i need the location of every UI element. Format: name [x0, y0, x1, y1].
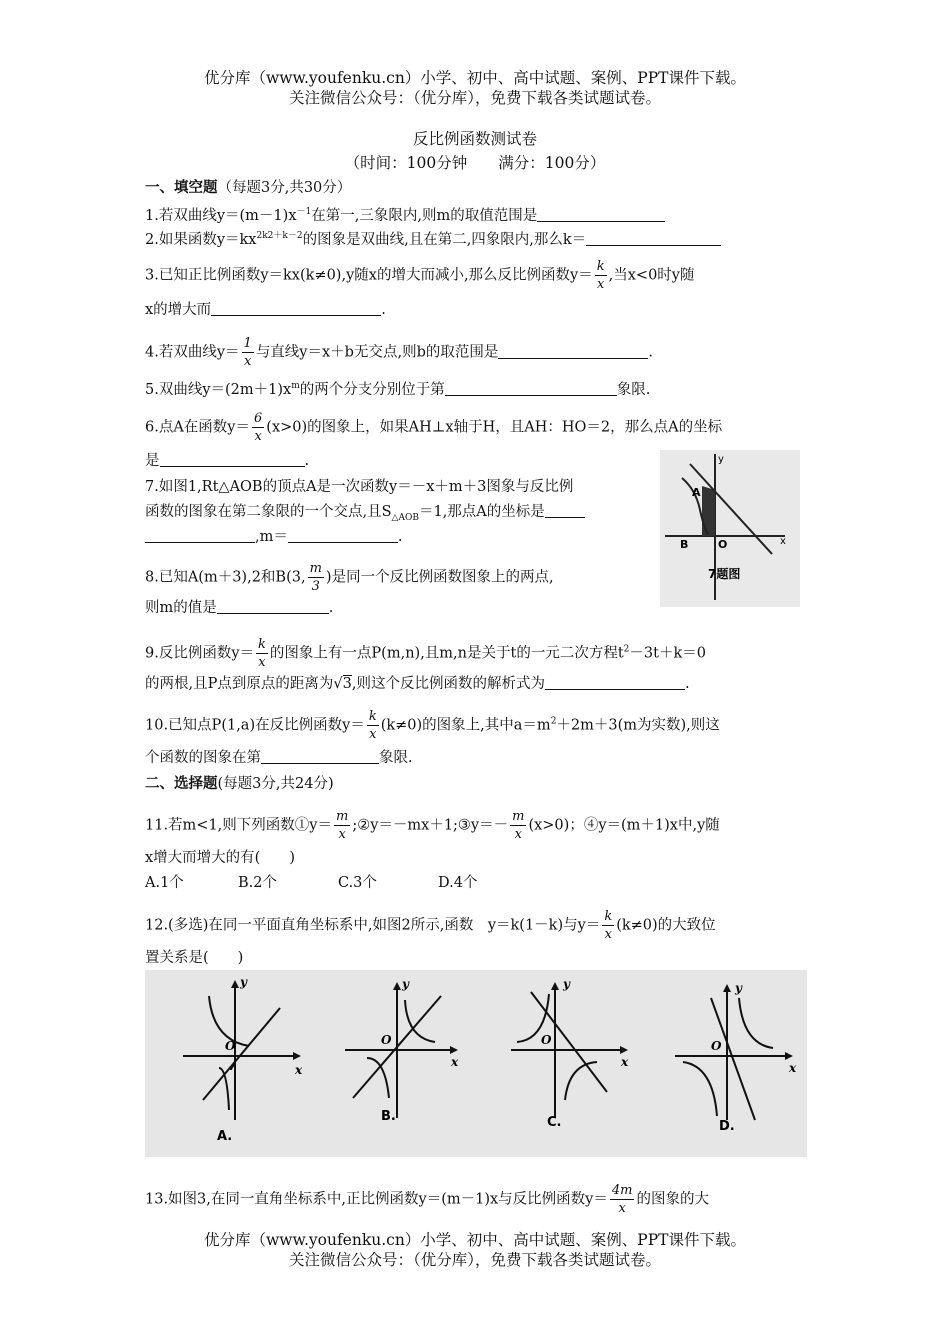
q1-text: 1.若双曲线y＝(m－1)x [145, 207, 297, 224]
svg-text:y: y [240, 975, 247, 989]
q10-text-d: 个函数的图象在第 [145, 750, 261, 766]
q10-den: x [369, 727, 377, 742]
question-3-line-1 [145, 258, 810, 293]
q6-den: x [254, 429, 262, 444]
q9-text-b: 的图象上有一点P(m,n),且m,n是关于t的一元二次方程t [269, 645, 624, 662]
q9-sqrt-value: 3 [342, 676, 352, 692]
question-11-line-1 [145, 808, 810, 843]
q8-fraction [308, 560, 324, 595]
exam-subtitle: （时间：100分钟 满分：100分） [344, 154, 606, 172]
q2-text: 2.如果函数y＝kx [145, 231, 257, 248]
q11-den2: x [514, 827, 522, 842]
q7-text-d: ,m＝ [255, 529, 288, 545]
svg-text:O: O [381, 1033, 392, 1047]
q8-den: 3 [311, 579, 320, 594]
q11-den1: x [338, 827, 346, 842]
q12-text-a: 12.(多选)在同一平面直角坐标系中,如图2所示,函数 y＝k(1－k)与y＝ [145, 917, 601, 934]
q9-text-c: －3t＋k＝0 [629, 645, 706, 662]
q7-label-x: x [780, 536, 786, 547]
q6-fraction [252, 410, 264, 445]
q5-sup: m [291, 381, 300, 391]
q9-text-d: 的两根,且P点到原点的距离为 [145, 676, 334, 692]
q6-text-c: 是 [145, 453, 160, 469]
figure-q7 [660, 450, 800, 607]
q7-label-a: A [692, 486, 701, 499]
q10-answer-blank[interactable] [261, 749, 379, 764]
q7-text-c: ＝1,那点A的坐标是 [418, 504, 545, 520]
q1-rest: 在第一,三象限内,则m的取值范围是 [311, 207, 538, 224]
question-12-line-2 [145, 948, 810, 968]
svg-text:x: x [295, 1063, 303, 1077]
q3-num: k [596, 259, 605, 274]
q3-text-b: ,当x<0时y随 [608, 267, 695, 284]
q12-label-a: A. [217, 1129, 233, 1144]
section-2-note: (每题3分,共24分) [217, 776, 334, 792]
svg-text:x: x [789, 1061, 797, 1075]
q7-text-a: 7.如图1,Rt△AOB的顶点A是一次函数y＝－x＋m＋3图象与反比例 [145, 479, 574, 495]
question-11-line-2 [145, 848, 810, 868]
q4-answer-blank[interactable] [498, 344, 648, 359]
q4-text-b: 与直线y＝x＋b无交点,则b的取范围是 [255, 344, 499, 361]
q7-end: . [397, 529, 403, 545]
q10-fraction [367, 708, 379, 743]
q7-caption: 7题图 [708, 567, 741, 581]
q8-text-c: 则m的值是 [145, 600, 217, 616]
q11-text-c: (x>0)；④y＝(m＋1)x中,y随 [528, 817, 720, 834]
q13-text-a: 13.如图3,在同一直角坐标系中,正比例函数y＝(m－1)x与反比例函数y＝ [145, 1191, 608, 1208]
question-5 [145, 376, 810, 400]
q13-den: x [618, 1201, 626, 1216]
q11-fraction-2 [510, 808, 526, 843]
q12-fraction [602, 908, 614, 943]
q7-answer-blank-a[interactable] [545, 503, 585, 518]
q7-label-y: y [718, 454, 724, 465]
question-9-line-1 [145, 636, 810, 671]
q8-end: . [328, 600, 334, 616]
q12-label-b: B. [381, 1109, 396, 1124]
q12-label-d: D. [719, 1119, 735, 1134]
q4-fraction [242, 335, 254, 370]
svg-text:y: y [563, 977, 570, 991]
q4-end: . [648, 344, 653, 361]
question-4 [145, 335, 810, 370]
question-12-line-1 [145, 908, 810, 943]
q13-text-b: 的图象的大 [636, 1191, 709, 1208]
q12-label-c: C. [547, 1115, 562, 1130]
header-line-2: 关注微信公众号：（优分库），免费下载各类试题试卷。 [288, 89, 661, 107]
q8-text-a: 8.已知A(m＋3),2和B(3, [145, 569, 306, 586]
sqrt-icon: √ [333, 676, 343, 692]
section-1-note: （每题3分,共30分） [217, 180, 352, 196]
q12-num: k [604, 909, 613, 924]
q11-option-b[interactable]: B.2个 [238, 875, 277, 891]
question-7-line-1 [145, 477, 650, 497]
q8-answer-blank[interactable] [217, 599, 329, 614]
svg-text:x: x [451, 1055, 459, 1069]
q7-shaded-triangle [702, 486, 715, 536]
q9-text-e: ,则这个反比例函数的解析式为 [351, 676, 545, 692]
q4-den: x [244, 354, 252, 369]
q11-option-d[interactable]: D.4个 [438, 875, 478, 891]
q13-fraction [610, 1182, 635, 1217]
q11-option-a[interactable]: A.1个 [145, 875, 184, 891]
q3-text-a: 3.已知正比例函数y＝kx(k≠0),y随x的增大而减小,那么反比例函数y＝ [145, 267, 593, 284]
q11-num1: m [335, 809, 349, 824]
q12-text-c: 置关系是( ) [145, 950, 244, 966]
question-10-line-2 [145, 748, 810, 768]
q6-answer-blank[interactable] [160, 452, 305, 467]
section-1-title: 一、填空题 [145, 179, 218, 196]
q9-den: x [258, 655, 266, 670]
q2-sup: 2k2＋k－2 [256, 231, 303, 241]
figure-q7-graph [660, 450, 800, 607]
q5-text-c: 象限. [616, 381, 651, 398]
question-8-line-2 [145, 598, 810, 618]
svg-text:y: y [402, 977, 409, 991]
q10-num: k [368, 709, 377, 724]
q7-sub: △AOB [391, 512, 419, 523]
q10-sup: 2 [550, 716, 557, 727]
q5-text-a: 5.双曲线y＝(2m＋1)x [145, 381, 292, 398]
q11-text-a: 11.若m<1,则下列函数①y＝ [145, 817, 332, 834]
q7-answer-blank-a-cont[interactable] [145, 528, 255, 543]
q5-answer-blank[interactable] [445, 381, 617, 396]
q9-sup: 2 [623, 644, 630, 655]
section-1-heading [145, 178, 810, 198]
q3-fraction [595, 258, 607, 293]
q8-num: m [309, 561, 322, 576]
q7-label-b: B [680, 538, 689, 551]
q9-text-a: 9.反比例函数y＝ [145, 645, 255, 662]
question-2 [145, 226, 810, 250]
header-line-1: 优分库（www.youfenku.cn）小学、初中、高中试题、案例、PPT课件下载。 [203, 69, 747, 87]
question-1 [145, 202, 810, 226]
q11-text-b: ;②y＝－mx＋1;③y＝－ [352, 817, 509, 834]
q5-text-b: 的两个分支分别位于第 [299, 381, 445, 398]
figure-q12-graphs [145, 970, 807, 1157]
question-13-line-1 [145, 1182, 810, 1217]
q3-end: . [381, 302, 386, 318]
q10-text-c: ＋2m＋3(m为实数),则这 [556, 717, 720, 734]
svg-text:O: O [225, 1039, 236, 1053]
question-7-line-3 [145, 527, 650, 547]
q3-text-c: x的增大而 [145, 302, 212, 318]
q3-answer-blank[interactable] [211, 301, 381, 316]
question-6-line-1 [145, 410, 810, 445]
q1-answer-blank[interactable] [537, 207, 665, 222]
svg-text:x: x [621, 1055, 629, 1069]
q3-den: x [597, 277, 605, 292]
question-9-line-2 [145, 674, 810, 694]
q11-fraction-1 [334, 808, 350, 843]
q10-text-b: (k≠0)的图象上,其中a＝m [380, 717, 551, 734]
q2-rest: 的图象是双曲线,且在第二,四象限内,那么k＝ [302, 231, 587, 248]
exam-title: 反比例函数测试卷 [412, 130, 537, 148]
svg-text:y: y [735, 981, 742, 995]
q12-text-b: (k≠0)的大致位 [616, 917, 716, 934]
q11-num2: m [512, 809, 525, 824]
q7-text-b: 函数的图象在第二象限的一个交点,且S [145, 504, 392, 520]
q7-answer-blank-m[interactable] [288, 528, 398, 543]
q6-text-b: (x>0)的图象上，如果AH⊥x轴于H，且AH：HO＝2，那么点A的坐标 [266, 419, 723, 436]
svg-text:O: O [711, 1039, 722, 1053]
question-10-line-1 [145, 708, 810, 743]
q8-text-b: )是同一个反比例函数图象上的两点, [325, 569, 554, 586]
q9-end: . [684, 676, 690, 692]
q4-text-a: 4.若双曲线y＝ [145, 344, 240, 361]
q9-num: k [258, 637, 266, 652]
q6-num: 6 [254, 411, 263, 426]
section-2-heading [145, 774, 810, 794]
section-2-title: 二、选择题 [145, 775, 218, 792]
q7-label-o: O [718, 538, 728, 551]
svg-text:O: O [541, 1033, 552, 1047]
q1-sup: －1 [296, 207, 312, 217]
q10-text-a: 10.已知点P(1,a)在反比例函数y＝ [145, 717, 365, 734]
q12-den: x [604, 927, 612, 942]
q11-text-d: x增大而增大的有( ) [145, 850, 295, 866]
question-7-line-2 [145, 502, 650, 528]
question-3-line-2 [145, 300, 810, 320]
q4-num: 1 [243, 336, 252, 351]
q10-text-e: 象限. [379, 750, 413, 766]
q11-option-c[interactable]: C.3个 [338, 875, 377, 891]
q6-end: . [304, 453, 310, 469]
q6-text-a: 6.点A在函数y＝ [145, 419, 250, 436]
q13-num: 4m [611, 1183, 633, 1198]
question-8-line-1 [145, 560, 650, 595]
footer-line-2: 关注微信公众号：（优分库），免费下载各类试题试卷。 [288, 1251, 661, 1269]
q9-fraction [256, 636, 268, 671]
q2-answer-blank[interactable] [586, 231, 721, 246]
figure-q12-options [145, 970, 807, 1157]
q9-answer-blank[interactable] [545, 675, 685, 690]
footer-line-1: 优分库（www.youfenku.cn）小学、初中、高中试题、案例、PPT课件下载。 [203, 1231, 747, 1249]
